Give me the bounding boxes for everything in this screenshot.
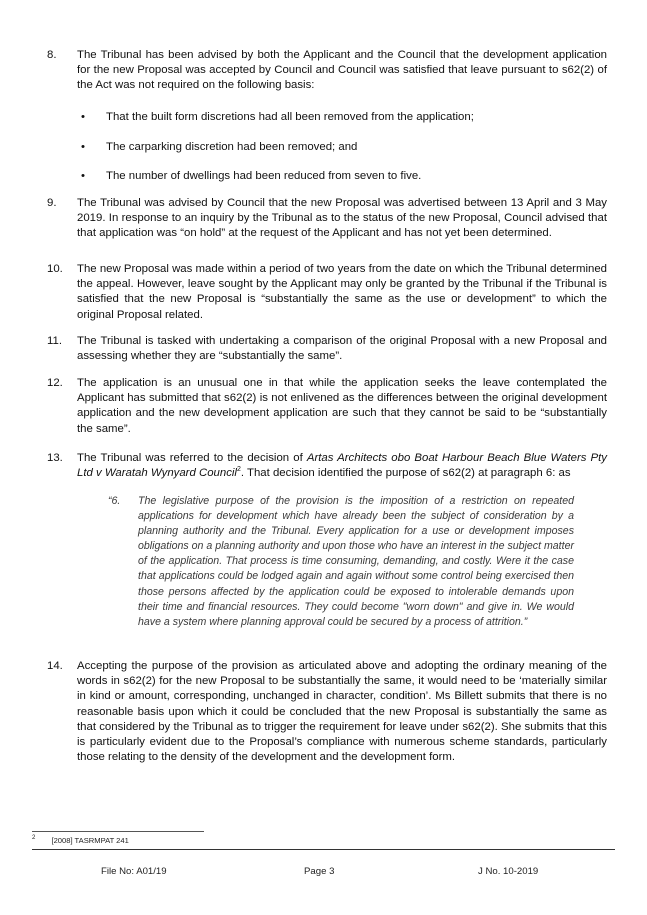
case-name: Artas Architects obo Boat Harbour Beach Blue Waters Pty Ltd v Waratah Wynyard Council <box>77 452 608 480</box>
footer-divider <box>32 849 615 850</box>
bullet-text: The number of dwellings had been reduced from seven to five. <box>106 170 422 182</box>
paragraph-14 <box>47 659 607 765</box>
text-before-case: The Tribunal was referred to the decision of <box>77 452 307 464</box>
footer-file-number: File No: A01/19 <box>101 866 167 877</box>
bullet-icon: • <box>81 111 85 123</box>
list-item <box>77 169 597 184</box>
footer-judgment-number: J No. 10-2019 <box>478 866 539 877</box>
paragraph-number: 9. <box>47 197 57 209</box>
paragraph-12 <box>47 376 607 437</box>
quote-text: The legislative purpose of the provision is the imposition of a restriction on repeated applications for development which have already been the subject of consideration by a planning authority and the Tribunal. Every application for a use or development imposes obligations on a planning authority and upon those who have an interest in the subject matter of the application. That process is time consuming, demanding, and costly. Were it the case that applications could be lodged again and again without some control being exercised then those persons affected by the application could be exposed to intolerable demands upon their time and financial resources. They could become "worn down" and give in. We would have a system where planning approval could be secured by a process of attrition.” <box>138 495 574 628</box>
paragraph-text <box>77 451 607 481</box>
paragraph-number: 11. <box>47 335 62 347</box>
paragraph-10 <box>47 262 607 323</box>
paragraph-number: 13. <box>47 452 63 464</box>
footnote <box>32 835 129 845</box>
list-item <box>77 140 597 155</box>
paragraph-11 <box>47 334 607 364</box>
bullet-text: That the built form discretions had all been removed from the application; <box>106 111 474 123</box>
footnote-divider <box>32 831 204 832</box>
paragraph-number: 8. <box>47 49 57 61</box>
paragraph-number: 10. <box>47 263 63 275</box>
paragraph-text: Accepting the purpose of the provision as articulated above and adopting the ordinary meaning of the words in s62(2) for the new Proposal to be substantially the same, it would need to be ‘materially similar in kind or amount, corresponding, unchanged in character, condition’. Ms Billett submits that there is no reasonable basis upon which it could be concluded that the new Proposal is substantially the same as that considered by the Tribunal as to trigger the requirement for leave under s62(2). She submits that this is particularly evident due to the Proposal’s compliance with numerous scheme standards, particularly those relating to the density of the development and the development form. <box>77 660 607 764</box>
paragraph-8 <box>47 48 607 94</box>
bullet-icon: • <box>81 170 85 182</box>
footnote-number: 2 <box>32 835 36 841</box>
paragraph-text: The Tribunal has been advised by both the Applicant and the Council that the development application for the new Proposal was accepted by Council and Council was satisfied that leave pursuant to s62(2) of the Act was not required on the following basis: <box>77 49 607 92</box>
quote-paragraph-number: “6. <box>108 495 121 507</box>
paragraph-text: The Tribunal was advised by Council that the new Proposal was advertised between 13 April and 3 May 2019. In response to an inquiry by the Tribunal as to the status of the new Proposal, Council advised that that application was “on hold” at the request of the Applicant and has not yet been determined. <box>77 197 607 240</box>
footer-page-number: Page 3 <box>304 866 335 877</box>
footnote-reference: 2 <box>236 466 241 474</box>
paragraph-number: 14. <box>47 660 63 672</box>
paragraph-9 <box>47 196 607 242</box>
footnote-text: [2008] TASRMPAT 241 <box>51 835 129 845</box>
bullet-icon: • <box>81 141 85 153</box>
paragraph-text: The Tribunal is tasked with undertaking a comparison of the original Proposal with a new Proposal and assessing whether they are “substantially the same”. <box>77 335 607 363</box>
list-item <box>77 110 597 125</box>
block-quote <box>108 494 574 630</box>
paragraph-text: The new Proposal was made within a period of two years from the date on which the Tribunal determined the appeal. However, leave sought by the Applicant may only be granted by the Tribunal if the Tribunal is satisfied that the new Proposal is “substantially the same as the use or development” to which the original Proposal related. <box>77 263 607 321</box>
bullet-text: The carparking discretion had been removed; and <box>106 141 358 153</box>
paragraph-text: The application is an unusual one in that while the application seeks the leave contemplated the Applicant has submitted that s62(2) is not enlivened as the differences between the original development application and the new development application are such that they cannot be said to be “substantially the same”. <box>77 377 607 435</box>
paragraph-13 <box>47 451 607 481</box>
paragraph-number: 12. <box>47 377 63 389</box>
text-after-case: . That decision identified the purpose of s62(2) at paragraph 6: as <box>240 467 571 480</box>
